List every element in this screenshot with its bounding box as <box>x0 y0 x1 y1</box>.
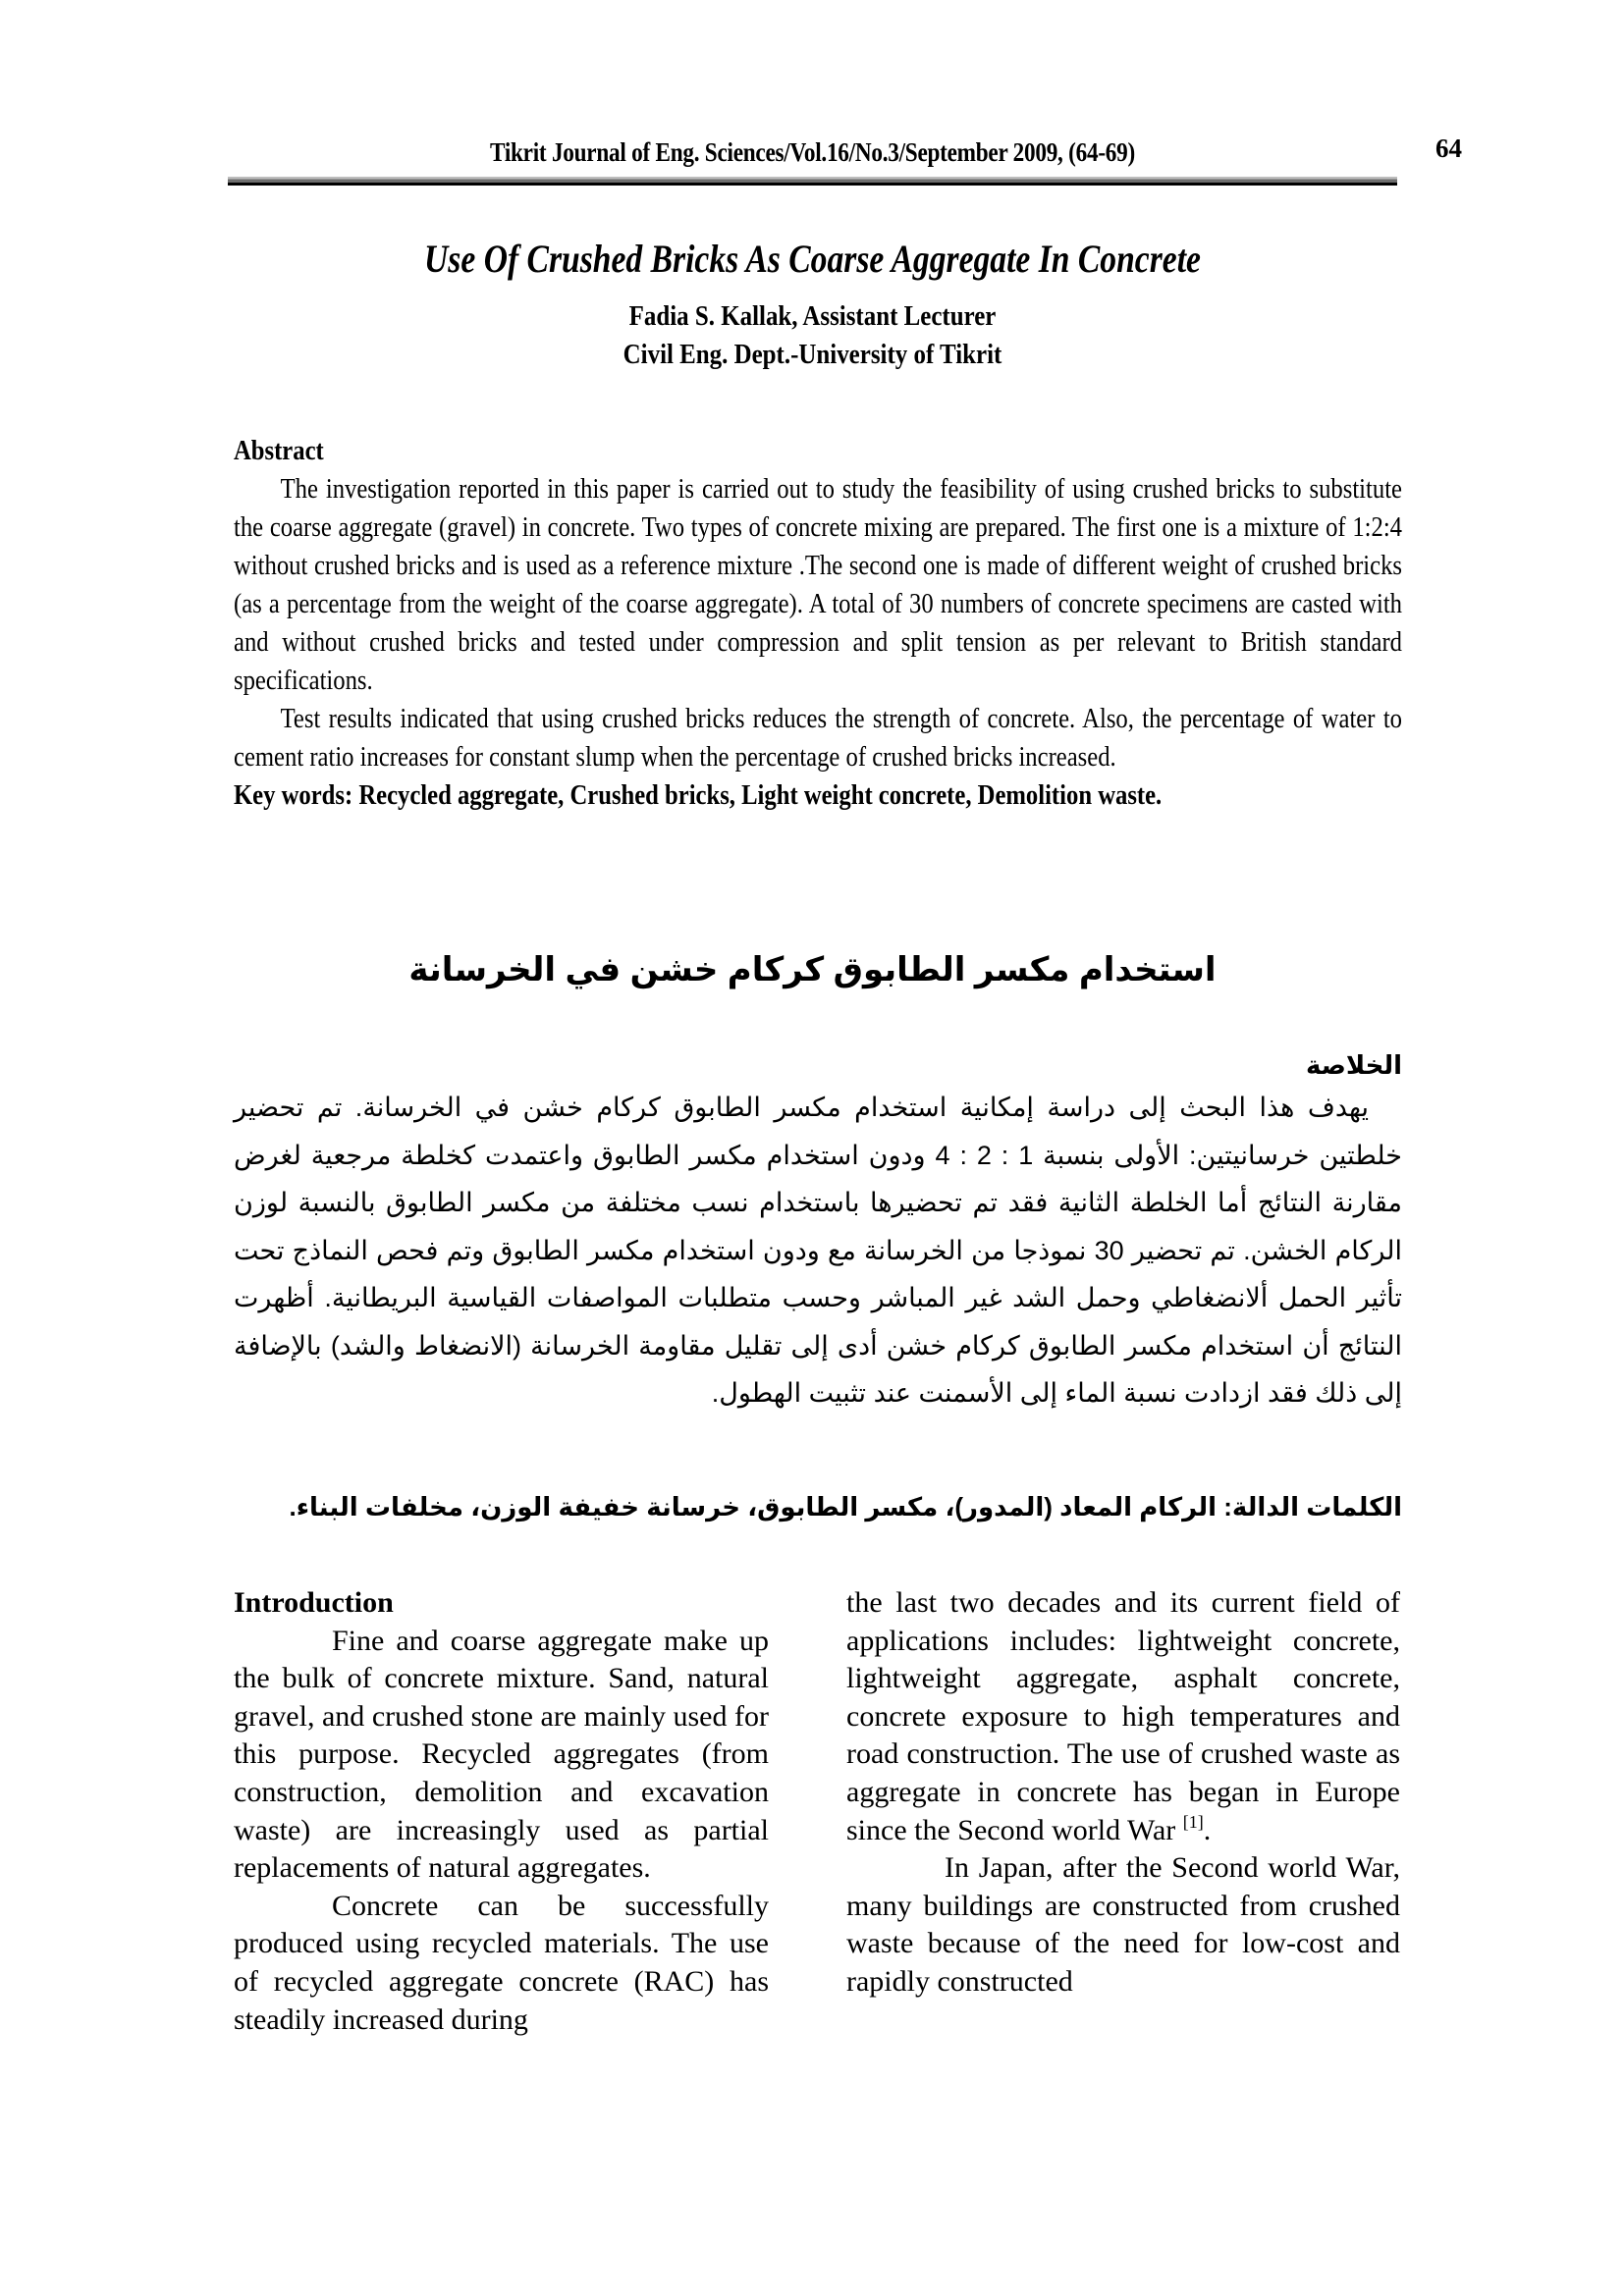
abstract-heading: Abstract <box>234 435 324 466</box>
body-text: the last two decades and its current field of applications includes: lightweight concrete, lightweight aggregate, asphalt concrete, concrete exposure to high temperatures and road construction. The use of crushed waste as aggregate in concrete has began in Europe since the Second world War <box>846 1586 1400 1846</box>
arabic-abstract <box>234 1084 1402 1417</box>
author-affiliation-line: Civil Eng. Dept.-University of Tikrit <box>623 339 1002 370</box>
body-paragraph: Fine and coarse aggregate make up the bulk of concrete mixture. Sand, natural gravel, and crushed stone are mainly used for this purpose. Recycled aggregates (from construction, demolition and excavation waste) are increasingly used as partial replacements of natural aggregates. <box>234 1624 769 1885</box>
running-header: Tikrit Journal of Eng. Sciences/Vol.16/No.3/September 2009, (64-69) <box>490 137 1135 167</box>
abstract-content <box>234 432 1402 815</box>
arabic-title: استخدام مكسر الطابوق كركام خشن في الخرسانة <box>408 951 1217 988</box>
citation: [1] <box>1182 1811 1204 1832</box>
author-name-line: Fadia S. Kallak, Assistant Lecturer <box>628 300 997 332</box>
body-text: . <box>1203 1813 1212 1846</box>
page-number: 64 <box>1435 133 1462 163</box>
arabic-keywords: الكلمات الدالة: الركام المعاد (المدور)، مكسر الطابوق، خرسانة خفيفة الوزن، مخلفات البناء. <box>289 1492 1402 1522</box>
abstract-paragraph: The investigation reported in this paper is carried out to study the feasibility of using crushed bricks to substitute the coarse aggregate (gravel) in concrete. Two types of concrete mixing are prepared. The first one is a mixture of 1:2:4 without crushed bricks and is used as a reference mixture .The second one is made of different weight of crushed bricks (as a percentage from the weight of the coarse aggregate). A total of 30 numbers of concrete specimens are casted with and without crushed bricks and tested under compression and split tension as per relevant to British standard specifications. <box>234 473 1403 696</box>
body-paragraph: In Japan, after the Second world War, many buildings are constructed from crushed waste because of the need for low-cost and rapidly constructed <box>846 1851 1400 1998</box>
body-paragraph <box>846 1584 1400 1849</box>
keywords: Key words: Recycled aggregate, Crushed bricks, Light weight concrete, Demolition waste. <box>234 779 1163 811</box>
introduction-heading: Introduction <box>234 1586 394 1619</box>
paper-title: Use Of Crushed Bricks As Coarse Aggregate In Concrete <box>424 237 1201 281</box>
introduction-left-column <box>234 1584 769 2039</box>
body-paragraph: Concrete can be successfully produced using recycled materials. The use of recycled aggregate concrete (RAC) has steadily increased during <box>234 1889 769 2036</box>
arabic-abstract-paragraph: يهدف هذا البحث إلى دراسة إمكانية استخدام مكسر الطابوق كركام خشن في الخرسانة. تم تحضير خلطتين خرسانيتين: الأولى بنسبة 1 : 2 : 4 ودون استخدام مكسر الطابوق واعتمدت كخلطة مرجعية لغرض مقارنة النتائج أما الخلطة الثانية فقد تم تحضيرها باستخدام نسب مختلفة من مكسر الطابوق بالنسبة لوزن الركام الخشن. تم تحضير 30 نموذجا من الخرسانة مع ودون استخدام مكسر الطابوق وتم فحص النماذج تحت تأثير الحمل ألانضغاطي وحمل الشد غير المباشر وحسب متطلبات المواصفات القياسية البريطانية. أظهرت النتائج أن استخدام مكسر الطابوق كركام خشن أدى إلى تقليل مقاومة الخرسانة (الانضغاط والشد) بالإضافة إلى ذلك فقد ازدادت نسبة الماء إلى الأسمنت عند تثبيت الهطول. <box>234 1093 1402 1408</box>
abstract-section <box>234 432 1402 815</box>
arabic-abstract-heading: الخلاصة <box>1305 1050 1402 1080</box>
header-rule <box>228 177 1397 186</box>
abstract-paragraph: Test results indicated that using crushed bricks reduces the strength of concrete. Also, the percentage of water to cement ratio increases for constant slump when the percentage of crushed bricks increased. <box>234 703 1403 773</box>
introduction-right-column <box>846 1584 1400 2002</box>
